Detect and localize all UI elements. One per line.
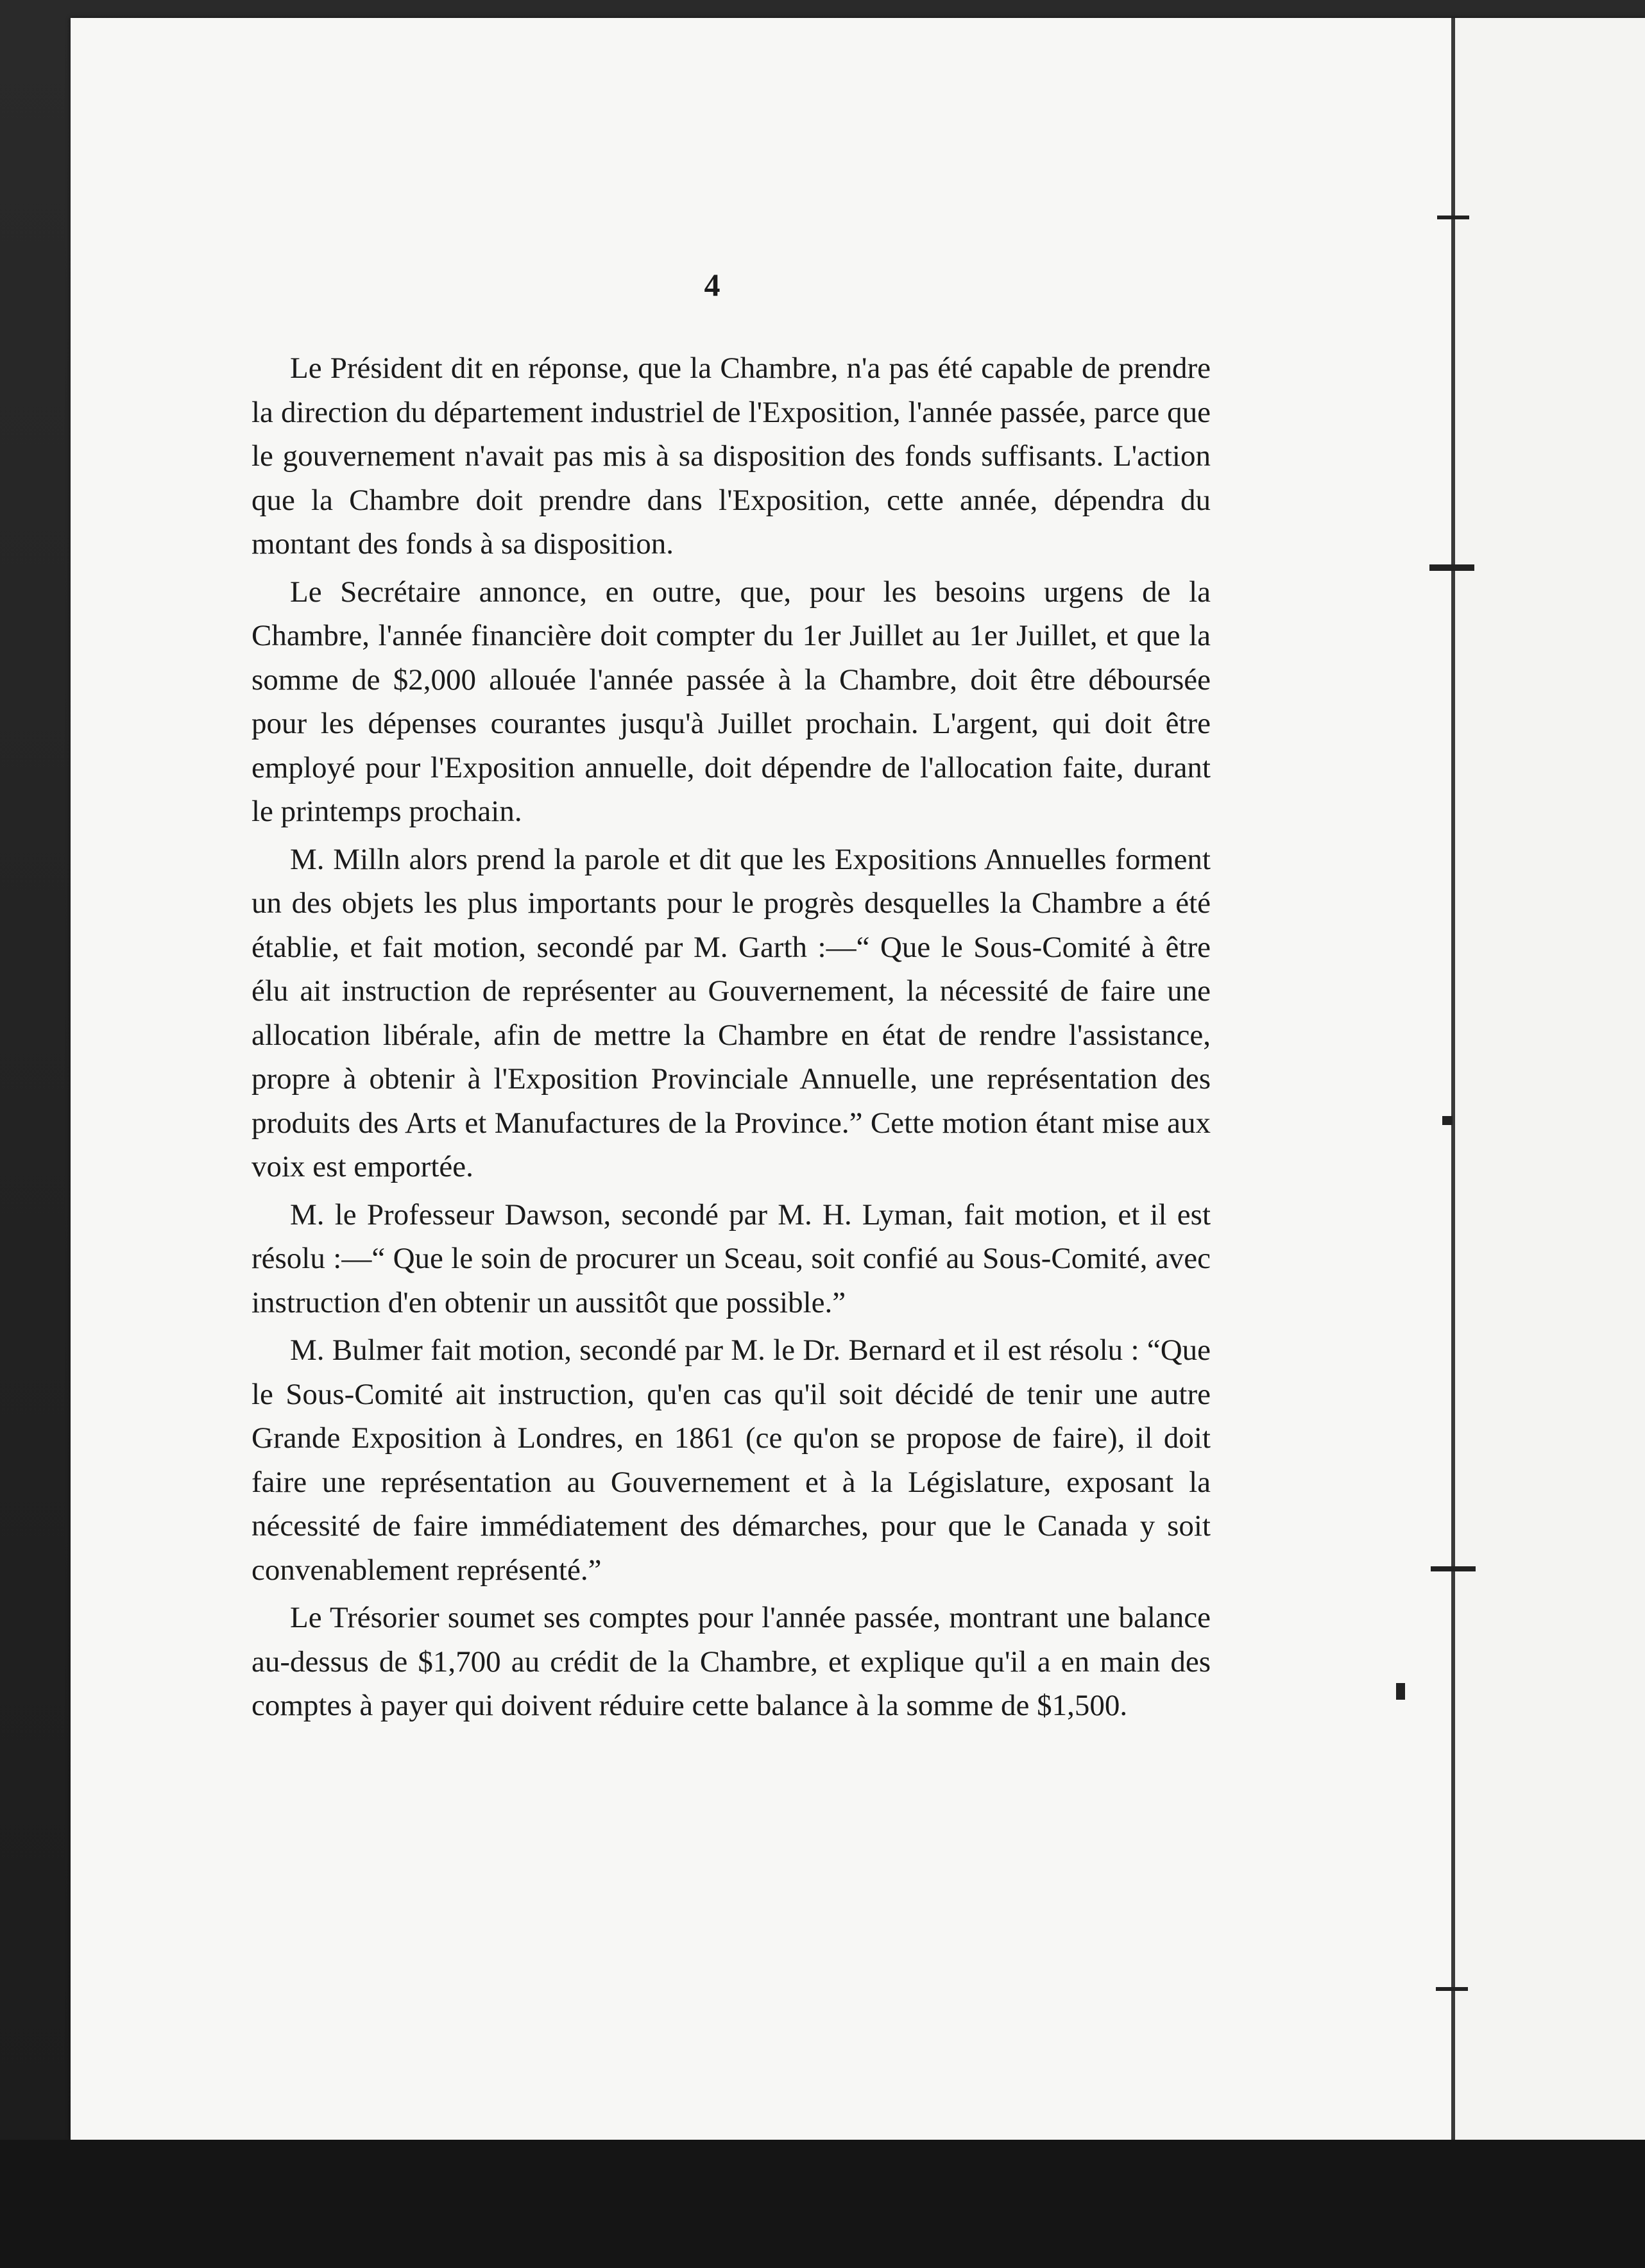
paragraph-dawson-motion: M. le Professeur Dawson, secondé par M. H. Lyman, fait motion, et il est résolu :—“ Que le soin de procurer un Sceau, soit confié au Sous-Comité, avec instruction d'en obtenir un aussitôt que possible.” xyxy=(251,1197,1211,1319)
scan-bottom-edge xyxy=(0,2140,1645,2268)
paragraph-bulmer-motion: M. Bulmer fait motion, secondé par M. le Dr. Bernard et il est résolu : “Que le Sous-Comité ait instruction, qu'en cas qu'il soit décidé de tenir une autre Grande Exposition à Londres, en 1861 (ce qu'on se propose de faire), il doit faire une représentation au Gouvernement et à la Législature, exposant la nécessité de faire immédiatement des démarches, pour que le Canada y soit convenablement représenté.” xyxy=(251,1333,1211,1587)
binding-mark xyxy=(1436,1987,1468,1991)
binding-mark xyxy=(1429,564,1474,571)
binding-mark xyxy=(1442,1116,1453,1125)
paragraph-secretaire: Le Secrétaire annonce, en outre, que, pour les besoins urgens de la Chambre, l'année financière doit compter du 1er Juillet au 1er Juillet, et que la somme de $2,000 allouée l'année passée à la Chambre, doit être déboursée pour les dépenses courantes jusqu'à Juillet prochain. L'argent, qui doit être employé pour l'Exposition annuelle, doit dépendre de l'allocation faite, durant le printemps prochain. xyxy=(251,575,1211,828)
paragraph-president: Le Président dit en réponse, que la Chambre, n'a pas été capable de prendre la direction du département industriel de l'Exposition, l'année passée, parce que le gouvernement n'avait pas mis à sa disposition des fonds suffisants. L'action que la Chambre doit prendre dans l'Exposition, cette année, dépendra du montant des fonds à sa disposition. xyxy=(251,351,1211,561)
binding-mark xyxy=(1431,1566,1476,1571)
binding-mark xyxy=(1396,1683,1405,1700)
paragraph-tresorier: Le Trésorier soumet ses comptes pour l'année passée, montrant une balance au-dessus de $1,700 au crédit de la Chambre, et explique qu'il a en main des comptes à payer qui doivent réduire cette balance à la somme de $1,500. xyxy=(251,1601,1211,1722)
paragraph-milln-motion: M. Milln alors prend la parole et dit que les Expositions Annuelles forment un des objets les plus importants pour le progrès desquelles la Chambre a été établie, et fait motion, secondé par M. Garth :—“ Que le Sous-Comité à être élu ait instruction de représenter au Gouvernement, la nécessité de faire une allocation libérale, afin de mettre la Chambre en état de rendre l'assistance, propre à obtenir à l'Exposition Provinciale Annuelle, une représentation des produits des Arts et Manufactures de la Province.” Cette motion étant mise aux voix est emportée. xyxy=(251,842,1211,1183)
binding-mark xyxy=(1437,216,1469,219)
body-text xyxy=(251,346,1211,1732)
facing-page-strip xyxy=(1455,18,1645,2140)
page-number: 4 xyxy=(704,267,720,303)
page-fold-line xyxy=(1451,18,1455,2140)
